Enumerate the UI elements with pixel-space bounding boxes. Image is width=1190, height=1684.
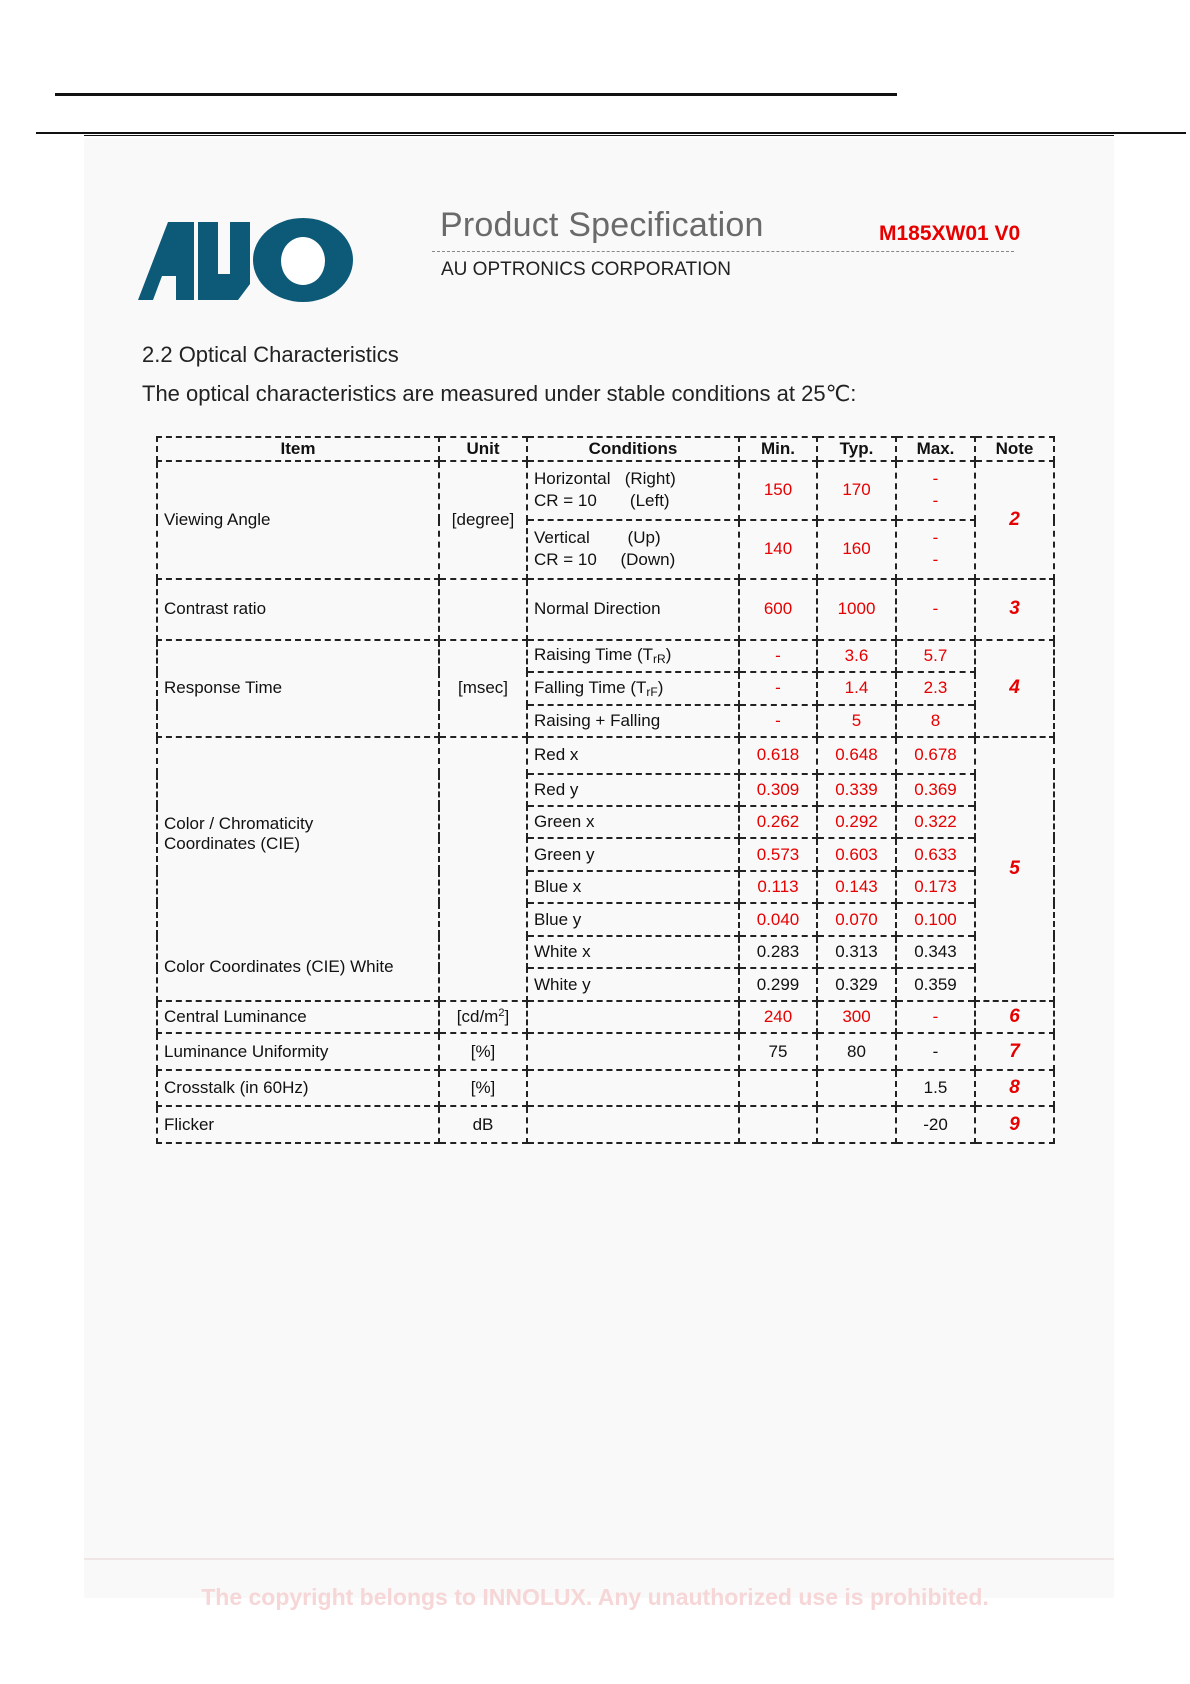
vertical-label: Vertical (534, 528, 590, 548)
response-min: - (739, 672, 817, 704)
response-unit: [msec] (439, 640, 527, 737)
color-condition: Green y (527, 838, 739, 870)
header-conditions: Conditions (527, 437, 739, 461)
header-item: Item (157, 437, 439, 461)
top-rule-1 (55, 93, 897, 96)
company-name: AU OPTRONICS CORPORATION (441, 259, 731, 280)
luminance-condition (527, 1001, 739, 1033)
response-condition (527, 640, 739, 672)
cr-label: CR = 10 (534, 550, 597, 570)
response-condition: Raising + Falling (527, 705, 739, 737)
color-item-line1: Color / Chromaticity (164, 814, 314, 834)
copyright-footer: The copyright belongs to INNOLUX. Any unauthorized use is prohibited. (201, 1584, 989, 1610)
header-note: Note (975, 437, 1054, 461)
model-number: M185XW01 V0 (879, 222, 1021, 245)
horizontal-label: Horizontal (534, 469, 611, 489)
luminance-unit-sup: 2 (498, 1007, 505, 1020)
flicker-note: 9 (975, 1106, 1054, 1143)
color-item (157, 737, 439, 1001)
contrast-unit (439, 579, 527, 640)
response-max: 8 (896, 705, 975, 737)
color-typ: 0.143 (817, 871, 896, 903)
horizontal-typ: 170 (817, 461, 896, 520)
luminance-max: - (896, 1001, 975, 1033)
color-max: 0.359 (896, 968, 975, 1000)
left-label: (Left) (629, 491, 670, 511)
table-row (157, 1033, 1054, 1070)
color-condition: Red y (527, 774, 739, 806)
table-row (157, 1001, 1054, 1033)
flicker-max: -20 (896, 1106, 975, 1143)
table-row (157, 1106, 1054, 1143)
response-max: 2.3 (896, 672, 975, 704)
horizontal-condition (527, 461, 739, 520)
luminance-item: Central Luminance (157, 1001, 439, 1033)
table-header-row (157, 437, 1054, 461)
crosstalk-unit: [%] (439, 1070, 527, 1107)
header-min: Min. (739, 437, 817, 461)
response-min: - (739, 705, 817, 737)
contrast-min: 600 (739, 579, 817, 640)
color-min: 0.573 (739, 838, 817, 870)
luminance-note: 6 (975, 1001, 1054, 1033)
color-unit (439, 737, 527, 1001)
flicker-unit: dB (439, 1106, 527, 1143)
flicker-item: Flicker (157, 1106, 439, 1143)
color-max: 0.369 (896, 774, 975, 806)
color-min: 0.299 (739, 968, 817, 1000)
max-down: - (932, 550, 939, 570)
crosstalk-max: 1.5 (896, 1070, 975, 1107)
horizontal-max (896, 461, 975, 520)
contrast-max: - (896, 579, 975, 640)
rising-time-subscript: rR (653, 652, 666, 667)
flicker-typ (817, 1106, 896, 1143)
table-row (157, 1070, 1054, 1107)
color-condition: Blue y (527, 903, 739, 935)
color-min: 0.309 (739, 774, 817, 806)
up-label: (Up) (627, 528, 661, 548)
vertical-condition (527, 520, 739, 579)
color-typ: 0.648 (817, 737, 896, 774)
color-min: 0.618 (739, 737, 817, 774)
table-row (157, 640, 1054, 672)
contrast-condition: Normal Direction (527, 579, 739, 640)
color-item-line2: Coordinates (CIE) (164, 834, 301, 854)
crosstalk-min (739, 1070, 817, 1107)
contrast-typ: 1000 (817, 579, 896, 640)
vertical-min: 140 (739, 520, 817, 579)
color-condition: Blue x (527, 871, 739, 903)
luminance-min: 240 (739, 1001, 817, 1033)
response-min: - (739, 640, 817, 672)
title-divider (432, 251, 1014, 252)
response-typ: 5 (817, 705, 896, 737)
viewing-angle-item: Viewing Angle (157, 461, 439, 579)
luminance-unit (439, 1001, 527, 1033)
header-typ: Typ. (817, 437, 896, 461)
response-note: 4 (975, 640, 1054, 737)
down-label: (Down) (620, 550, 676, 570)
luminance-unit-close: ] (504, 1007, 510, 1027)
falling-time-close: ) (657, 677, 664, 697)
crosstalk-condition (527, 1070, 739, 1107)
color-max: 0.343 (896, 936, 975, 968)
horizontal-min: 150 (739, 461, 817, 520)
response-typ: 1.4 (817, 672, 896, 704)
max-right: - (932, 469, 939, 489)
color-max: 0.678 (896, 737, 975, 774)
color-min: 0.262 (739, 806, 817, 838)
white-item: Color Coordinates (CIE) White (164, 957, 394, 977)
color-note: 5 (975, 737, 1054, 1001)
right-label: (Right) (624, 469, 676, 489)
viewing-angle-note: 2 (975, 461, 1054, 579)
section-title: 2.2 Optical Characteristics (142, 342, 399, 367)
viewing-angle-unit: [degree] (439, 461, 527, 579)
header-unit: Unit (439, 437, 527, 461)
color-condition: Green x (527, 806, 739, 838)
falling-time-subscript: rF (646, 684, 658, 699)
uniformity-max: - (896, 1033, 975, 1070)
vertical-max (896, 520, 975, 579)
response-max: 5.7 (896, 640, 975, 672)
header-max: Max. (896, 437, 975, 461)
uniformity-note: 7 (975, 1033, 1054, 1070)
color-max: 0.100 (896, 903, 975, 935)
uniformity-unit: [%] (439, 1033, 527, 1070)
color-condition: White y (527, 968, 739, 1000)
response-condition (527, 672, 739, 704)
color-typ: 0.070 (817, 903, 896, 935)
color-min: 0.040 (739, 903, 817, 935)
flicker-condition (527, 1106, 739, 1143)
contrast-note: 3 (975, 579, 1054, 640)
color-typ: 0.313 (817, 936, 896, 968)
flicker-min (739, 1106, 817, 1143)
color-max: 0.322 (896, 806, 975, 838)
color-min: 0.283 (739, 936, 817, 968)
color-typ: 0.339 (817, 774, 896, 806)
crosstalk-typ (817, 1070, 896, 1107)
color-min: 0.113 (739, 871, 817, 903)
uniformity-typ: 80 (817, 1033, 896, 1070)
response-typ: 3.6 (817, 640, 896, 672)
color-condition: White x (527, 936, 739, 968)
footer-divider (84, 1558, 1114, 1560)
luminance-unit-text: [cd/m (456, 1007, 499, 1027)
crosstalk-item: Crosstalk (in 60Hz) (157, 1070, 439, 1107)
uniformity-min: 75 (739, 1033, 817, 1070)
color-condition: Red x (527, 737, 739, 774)
table-row (157, 579, 1054, 640)
falling-time-label: Falling Time (T (534, 677, 647, 697)
optical-characteristics-table (156, 436, 1055, 1144)
auo-logo-text: AUO (138, 214, 141, 215)
uniformity-condition (527, 1033, 739, 1070)
rising-time-close: ) (665, 645, 672, 665)
product-spec-title: Product Specification (440, 206, 764, 244)
top-rule-2 (36, 132, 1186, 134)
color-typ: 0.603 (817, 838, 896, 870)
cr-label: CR = 10 (534, 491, 597, 511)
table-row (157, 737, 1054, 774)
color-max: 0.173 (896, 871, 975, 903)
color-typ: 0.329 (817, 968, 896, 1000)
contrast-item: Contrast ratio (157, 579, 439, 640)
max-left: - (932, 491, 939, 511)
color-typ: 0.292 (817, 806, 896, 838)
vertical-typ: 160 (817, 520, 896, 579)
top-rule-3 (84, 135, 1114, 136)
crosstalk-note: 8 (975, 1070, 1054, 1107)
rising-time-label: Raising Time (T (534, 645, 654, 665)
table-row (157, 461, 1054, 520)
response-item: Response Time (157, 640, 439, 737)
luminance-typ: 300 (817, 1001, 896, 1033)
color-max: 0.633 (896, 838, 975, 870)
section-description: The optical characteristics are measured under stable conditions at 25℃: (142, 381, 857, 406)
max-up: - (932, 528, 939, 548)
auo-logo (138, 214, 356, 304)
uniformity-item: Luminance Uniformity (157, 1033, 439, 1070)
